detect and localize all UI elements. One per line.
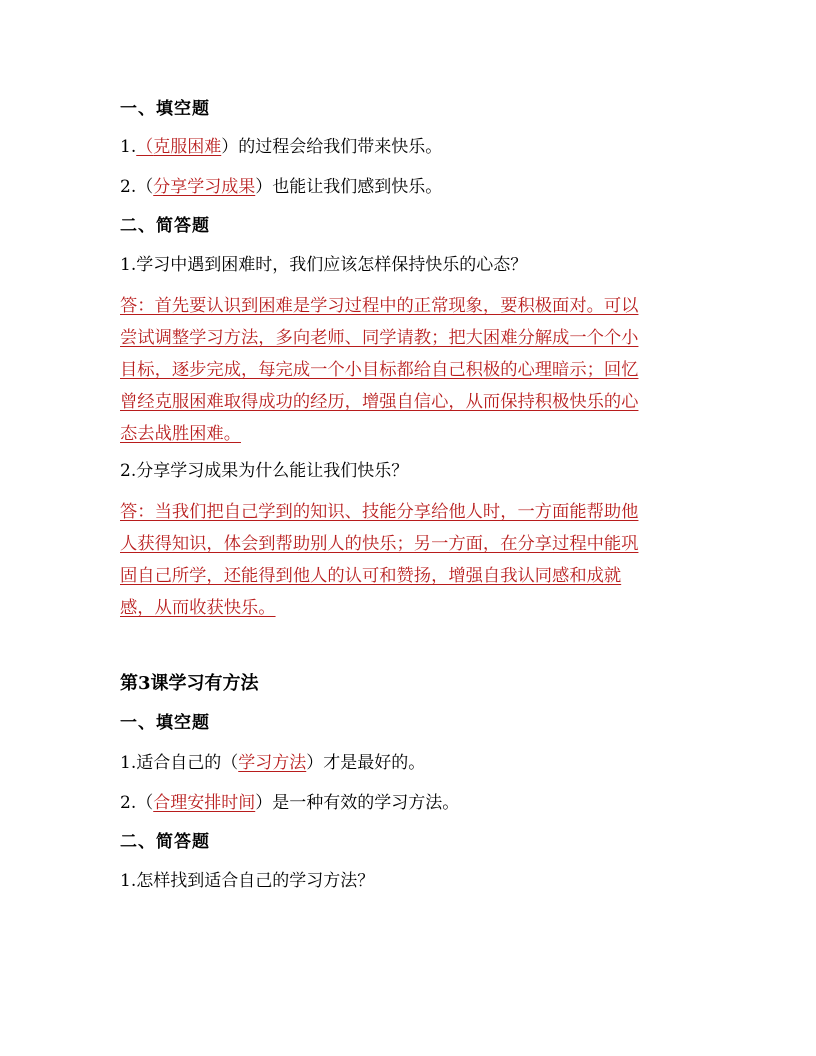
fill-item-2: 2.（分享学习成果）也能让我们感到快乐。 xyxy=(120,177,443,197)
short-answer-2 xyxy=(120,496,638,624)
short-question-2: 2.分享学习成果为什么能让我们快乐？ xyxy=(120,461,409,481)
short-heading-2: 二、简答题 xyxy=(120,832,210,852)
short-question-3: 1.怎样找到适合自己的学习方法？ xyxy=(120,871,375,891)
fill-answer: 学习方法 xyxy=(238,753,307,773)
answer-line: 感，从而收获快乐。 xyxy=(120,598,276,618)
fill-heading-2: 一、填空题 xyxy=(120,713,210,733)
answer-line: 曾经克服困难取得成功的经历，增强自信心，从而保持积极快乐的心 xyxy=(120,392,639,412)
answer-line: 目标，逐步完成，每完成一个小目标都给自己积极的心理暗示；回忆 xyxy=(120,360,639,380)
answer-line: 答：首先要认识到困难是学习过程中的正常现象，要积极面对。可以 xyxy=(120,296,639,316)
fill-item-3: 1.适合自己的（学习方法）才是最好的。 xyxy=(120,753,426,773)
fill-answer: 分享学习成果 xyxy=(153,177,256,197)
fill-item-4: 2.（合理安排时间）是一种有效的学习方法。 xyxy=(120,793,460,813)
fill-answer: （克服困难 xyxy=(136,137,222,157)
short-answer-1 xyxy=(120,290,638,450)
short-question-1: 1.学习中遇到困难时，我们应该怎样保持快乐的心态？ xyxy=(120,255,528,275)
answer-line: 答：当我们把自己学到的知识、技能分享给他人时，一方面能帮助他 xyxy=(120,502,639,522)
fill-item-1: 1.（克服困难）的过程会给我们带来快乐。 xyxy=(120,137,443,157)
answer-line: 态去战胜困难。 xyxy=(120,424,241,444)
answer-line: 人获得知识，体会到帮助别人的快乐；另一方面，在分享过程中能巩 xyxy=(120,534,639,554)
short-heading-1: 二、简答题 xyxy=(120,216,210,236)
fill-heading-1: 一、填空题 xyxy=(120,99,210,119)
answer-line: 尝试调整学习方法，多向老师、同学请教；把大困难分解成一个个小 xyxy=(120,328,639,348)
answer-line: 固自己所学，还能得到他人的认可和赞扬，增强自我认同感和成就 xyxy=(120,566,622,586)
fill-answer: 合理安排时间 xyxy=(153,793,256,813)
lesson-title: 第3课学习有方法 xyxy=(120,673,259,694)
